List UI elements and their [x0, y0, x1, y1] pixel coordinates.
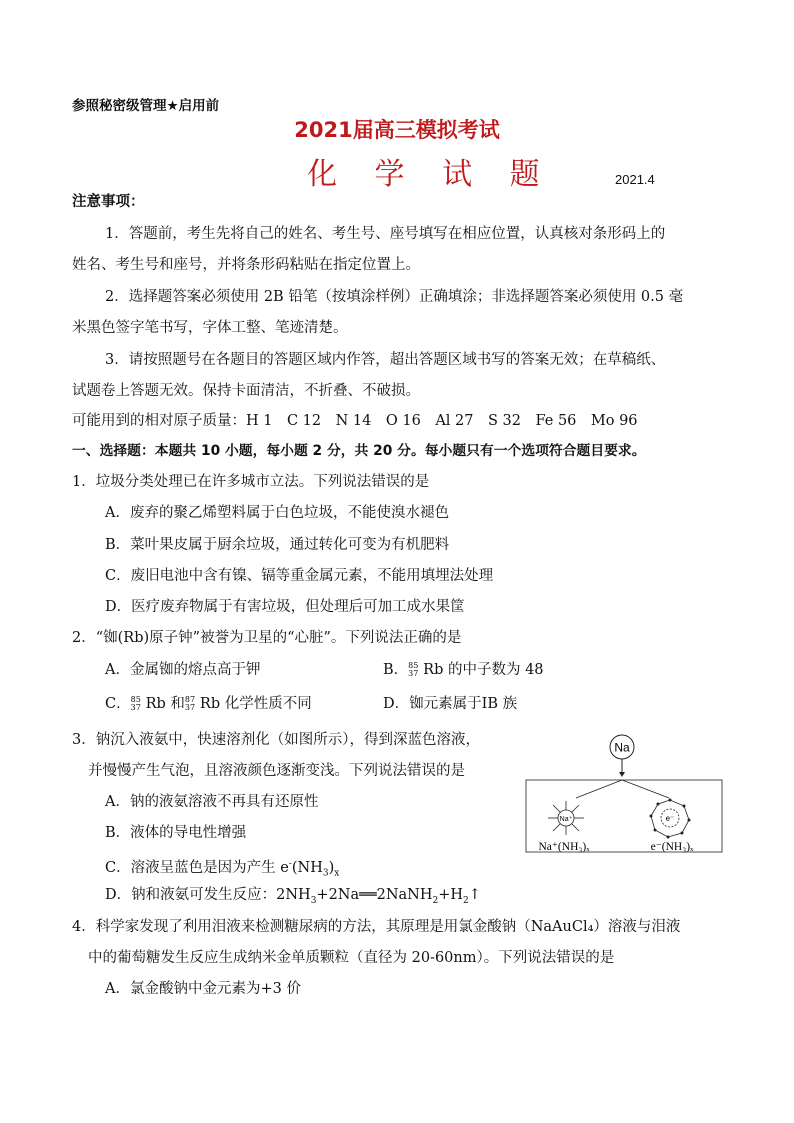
section-heading: 一、选择题：本题共 10 小题，每小题 2 分，共 20 分。每小题只有一个选项符合题目要求。: [72, 443, 646, 459]
arrow-right: [622, 780, 669, 798]
question-4-stem: 4．科学家发现了利用泪液来检测糖尿病的方法，其原理是用氯金酸钠（NaAuCl₄）溶液与泪液: [72, 919, 681, 935]
solvation-diagram: [524, 734, 724, 856]
atomic-masses: 可能用到的相对原子质量：H 1 C 12 N 14 O 16 Al 27 S 32 Fe 56 Mo 96: [72, 413, 638, 429]
isotope-notation: 85 37: [408, 661, 419, 678]
isotope-notation: 87 37: [184, 695, 196, 712]
question-3-stem: 并慢慢产生气泡，且溶液颜色逐渐变浅。下列说法错误的是: [88, 763, 465, 779]
question-2-option-b: B． 85 37 Rb 的中子数为 48: [383, 661, 544, 678]
arrow-left: [576, 780, 622, 798]
caption-left: Na⁺(NH₃)ₓ: [538, 841, 590, 853]
question-3-option-d: D．钠和液氨可发生反应：$2NH_3+2Na══2NaNH_2+H_2↑$: [105, 887, 481, 906]
isotope-notation: 85 37: [130, 695, 141, 712]
notice-line: 米黑色签字笔书写，字体工整、笔迹清楚。: [72, 320, 348, 336]
notice-line: 试题卷上答题无效。保持卡面清洁，不折叠、不破损。: [72, 383, 420, 399]
subject-title: 化 学 试 题: [307, 157, 554, 192]
question-4-stem: 中的葡萄糖发生反应生成纳米金单质颗粒（直径为 20-60nm）。下列说法错误的是: [88, 950, 615, 966]
solvation-diagram-svg: [524, 734, 724, 856]
notice-line: 3．请按照题号在各题目的答题区域内作答，超出答题区域书写的答案无效；在草稿纸、: [105, 352, 666, 368]
question-2-option-c: C． 85 37 Rb 和 87 37 Rb 化学性质不同: [105, 695, 312, 712]
caption-right: e⁻(NH₃)ₓ: [650, 841, 694, 853]
question-1-option-c: C．废旧电池中含有镍、镉等重金属元素，不能用填埋法处理: [105, 568, 494, 584]
question-2-option-a: A．金属铷的熔点高于钾: [105, 662, 261, 678]
notice-line: 姓名、考生号和座号，并将条形码粘贴在指定位置上。: [72, 257, 420, 273]
exam-date: 2021.4: [615, 172, 655, 187]
question-1-option-b: B．菜叶果皮属于厨余垃圾，通过转化可变为有机肥料: [105, 537, 450, 553]
notice-line: 1．答题前，考生先将自己的姓名、考生号、座号填写在相应位置，认真核对条形码上的: [105, 226, 666, 242]
question-3-option-b: B．液体的导电性增强: [105, 825, 247, 841]
question-1-option-d: D．医疗废弃物属于有害垃圾，但处理后可加工成水果筐: [105, 599, 465, 615]
notice-heading: 注意事项：: [72, 194, 145, 210]
na-ion-label: Na⁺: [559, 816, 573, 823]
question-3-stem: 3．钠沉入液氨中，快速溶剂化（如图所示），得到深蓝色溶液，: [72, 732, 480, 748]
electron-label: e⁻: [665, 814, 675, 823]
question-1-option-a: A．废弃的聚乙烯塑料属于白色垃圾，不能使溴水褪色: [105, 505, 449, 521]
question-2-stem: 2．“铷(Rb)原子钟”被誉为卫星的“心脏”。下列说法正确的是: [72, 630, 462, 646]
question-4-option-a: A．氯金酸钠中金元素为+3 价: [105, 981, 301, 997]
na-label: Na: [614, 740, 630, 755]
question-3-option-c: C．溶液呈蓝色是因为产生 $e^-(NH_3)_x$: [105, 859, 340, 879]
secrecy-label: 参照秘密级管理★启用前: [72, 98, 220, 114]
question-2-option-d: D．铷元素属于ⅠB 族: [383, 696, 518, 712]
question-1-stem: 1．垃圾分类处理已在许多城市立法。下列说法错误的是: [72, 474, 430, 490]
notice-line: 2．选择题答案必须使用 2B 铅笔（按填涂样例）正确填涂；非选择题答案必须使用 0.5 毫: [105, 289, 684, 305]
arrow-head: [619, 772, 625, 777]
exam-title: 2021届高三模拟考试: [294, 118, 500, 142]
question-3-option-a: A．钠的液氨溶液不再具有还原性: [105, 794, 319, 810]
